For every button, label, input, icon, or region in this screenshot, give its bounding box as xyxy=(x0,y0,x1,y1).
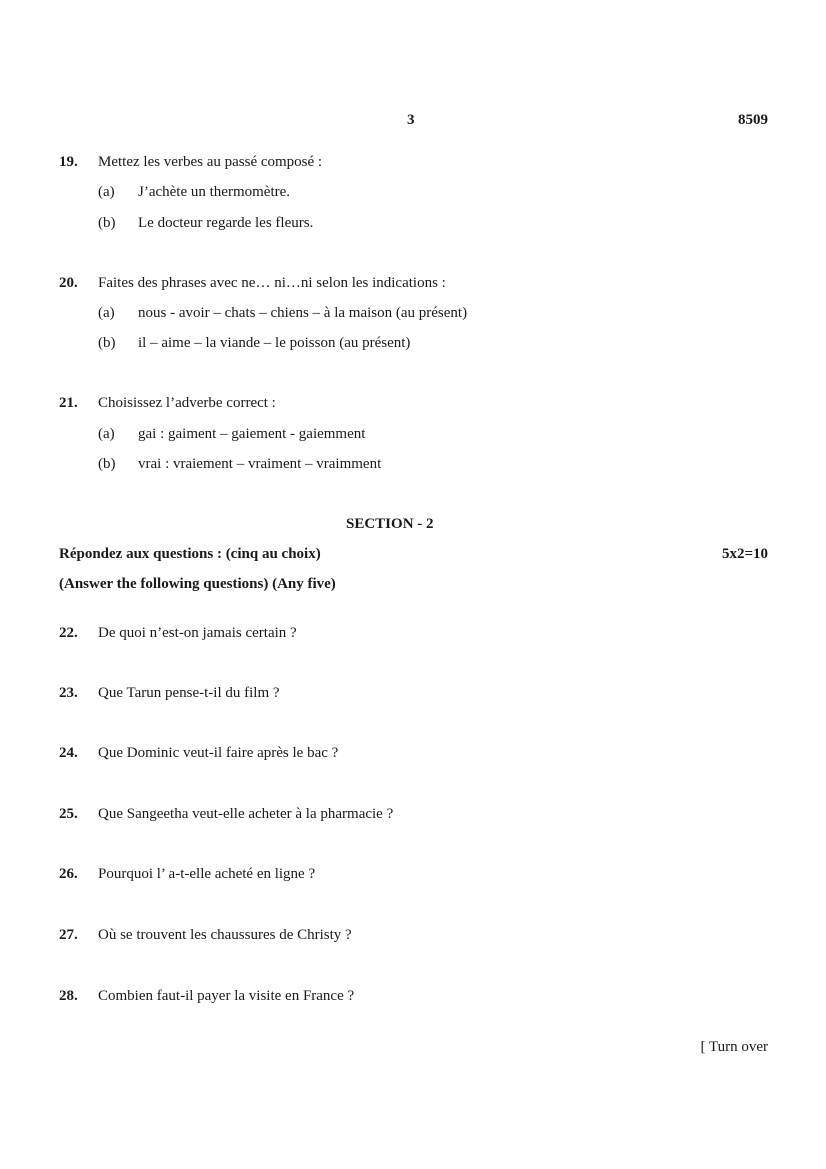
paper-code: 8509 xyxy=(738,112,768,128)
section-title: SECTION - 2 xyxy=(346,516,434,532)
question-number: 27. xyxy=(59,927,78,943)
question-text: De quoi n’est-on jamais certain ? xyxy=(98,625,297,641)
sub-item-label: (b) xyxy=(98,215,116,231)
page-number: 3 xyxy=(407,112,415,128)
section-marks: 5x2=10 xyxy=(721,546,768,562)
question-number: 26. xyxy=(59,866,78,882)
question-text: Mettez les verbes au passé composé : xyxy=(98,154,323,170)
question-text: Que Dominic veut-il faire après le bac ? xyxy=(98,745,339,761)
question-text: Où se trouvent les chaussures de Christy ? xyxy=(98,927,352,943)
question-number: 25. xyxy=(59,806,78,822)
question-number: 21. xyxy=(59,395,78,411)
question-number: 20. xyxy=(59,275,78,291)
section-instruction-en: (Answer the following questions) (Any five) xyxy=(59,576,336,592)
sub-item-text: gai : gaiment – gaiement - gaiemment xyxy=(138,426,366,442)
sub-item-label: (a) xyxy=(98,184,115,200)
sub-item-text: nous - avoir – chats – chiens – à la maison (au présent) xyxy=(138,305,468,321)
question-text: Que Sangeetha veut-elle acheter à la pharmacie ? xyxy=(98,806,394,822)
sub-item-text: vrai : vraiement – vraiment – vraimment xyxy=(138,456,382,472)
section-instruction-fr: Répondez aux questions : (cinq au choix) xyxy=(59,546,321,562)
turn-over-note: [ Turn over xyxy=(700,1039,768,1055)
sub-item-label: (a) xyxy=(98,305,115,321)
sub-item-text: J’achète un thermomètre. xyxy=(138,184,291,200)
question-number: 23. xyxy=(59,685,78,701)
question-text: Pourquoi l’ a-t-elle acheté en ligne ? xyxy=(98,866,316,882)
sub-item-label: (b) xyxy=(98,456,116,472)
question-number: 28. xyxy=(59,988,78,1004)
sub-item-label: (b) xyxy=(98,335,116,351)
question-text: Faites des phrases avec ne… ni…ni selon les indications : xyxy=(98,275,446,291)
sub-item-text: Le docteur regarde les fleurs. xyxy=(138,215,314,231)
question-number: 19. xyxy=(59,154,78,170)
question-text: Choisissez l’adverbe correct : xyxy=(98,395,276,411)
sub-item-label: (a) xyxy=(98,426,115,442)
sub-item-text: il – aime – la viande – le poisson (au présent) xyxy=(138,335,411,351)
question-text: Combien faut-il payer la visite en France ? xyxy=(98,988,355,1004)
question-text: Que Tarun pense-t-il du film ? xyxy=(98,685,280,701)
question-number: 24. xyxy=(59,745,78,761)
question-number: 22. xyxy=(59,625,78,641)
